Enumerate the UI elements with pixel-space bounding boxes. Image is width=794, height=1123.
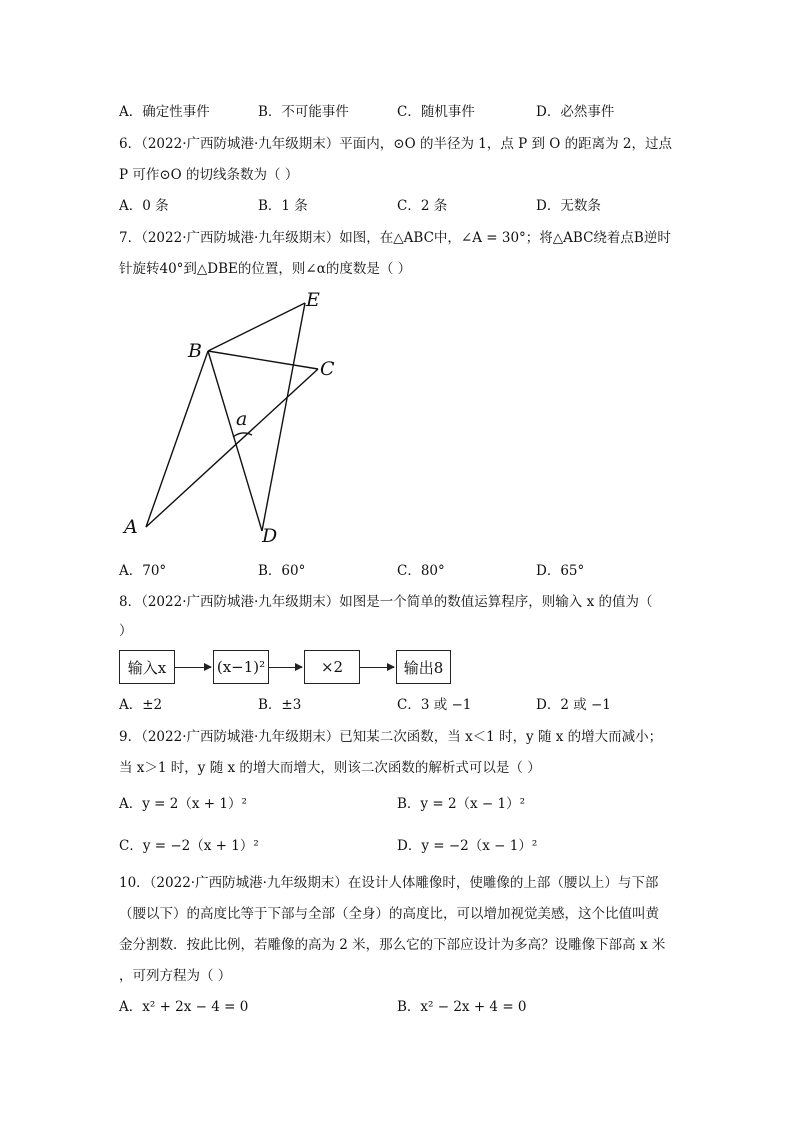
label-d: D — [262, 525, 278, 547]
q10-option-a: A．x² + 2x − 4 = 0 — [119, 999, 249, 1015]
q7-option-d: D．65° — [536, 563, 585, 579]
q8-stem-line2: ） — [119, 623, 133, 639]
segment-bc — [208, 351, 318, 369]
flow-square-box: (x−1)² — [213, 650, 269, 684]
q6-option-b: B．1 条 — [258, 198, 308, 214]
flow-output-box: 输出8 — [396, 650, 451, 684]
q5-option-a: A．确定性事件 — [119, 104, 210, 120]
angle-alpha-arc — [233, 433, 252, 437]
q6-option-c: C．2 条 — [397, 198, 448, 214]
label-a: A — [124, 516, 138, 538]
q9-option-d: D．y = −2（x − 1）² — [397, 838, 538, 854]
q10-stem-line1: 10．（2022·广西防城港·九年级期末）在设计人体雕像时，使雕像的上部（腰以上）与下部 — [119, 875, 659, 891]
q7-option-b: B．60° — [258, 563, 306, 579]
q10-option-b: B．x² − 2x + 4 = 0 — [397, 999, 527, 1015]
q5-option-d: D．必然事件 — [536, 104, 615, 120]
segment-bd — [208, 351, 262, 531]
q8-option-d: D．2 或 −1 — [536, 697, 611, 713]
q10-stem-line2: （腰以下）的高度比等于下部与全部（全身）的高度比，可以增加视觉美感，这个比值叫黄 — [119, 906, 659, 922]
q6-option-a: A．0 条 — [119, 198, 169, 214]
segment-be — [208, 303, 305, 351]
q7-option-c: C．80° — [397, 563, 445, 579]
flow-multiply-box: ×2 — [304, 650, 360, 684]
q9-option-c: C．y = −2（x + 1）² — [119, 838, 259, 854]
q6-stem-line1: 6．（2022·广西防城港·九年级期末）平面内，⊙O 的半径为 1，点 P 到 O 的距离为 2，过点 — [119, 136, 673, 152]
q8-option-a: A．±2 — [119, 697, 163, 713]
flow-arrow-3 — [360, 667, 394, 668]
q7-option-a: A．70° — [119, 563, 167, 579]
segment-ba — [146, 351, 208, 527]
label-b: B — [188, 340, 202, 362]
q6-stem-line2: P 可作⊙O 的切线条数为（ ） — [119, 167, 299, 183]
segment-ac — [146, 369, 318, 527]
q7-stem-line1: 7．（2022·广西防城港·九年级期末）如图，在△ABC中，∠A = 30°；将△ABC绕着点B逆时 — [119, 230, 671, 246]
q8-stem-line1: 8．（2022·广西防城港·九年级期末）如图是一个简单的数值运算程序，则输入 x 的值为（ — [119, 594, 653, 610]
q9-option-b: B．y = 2（x − 1）² — [397, 796, 526, 812]
q7-stem-line2: 针旋转40°到△DBE的位置，则∠α的度数是（ ） — [119, 261, 412, 277]
q9-option-a: A．y = 2（x + 1）² — [119, 796, 247, 812]
q5-option-b: B．不可能事件 — [258, 104, 349, 120]
flow-input-box: 输入x — [119, 650, 175, 684]
q9-stem-line1: 9．（2022·广西防城港·九年级期末）已知某二次函数，当 x＜1 时，y 随 x 的增大而减小； — [119, 729, 663, 745]
flow-arrow-1 — [175, 667, 211, 668]
q8-option-b: B．±3 — [258, 697, 302, 713]
q10-stem-line4: ，可列方程为（ ） — [119, 968, 232, 984]
q5-option-c: C．随机事件 — [397, 104, 475, 120]
segment-ed — [262, 303, 305, 531]
q6-option-d: D．无数条 — [536, 198, 601, 214]
q10-stem-line3: 金分割数．按此比例，若雕像的高为 2 米，那么它的下部应设计为多高？设雕像下部高 x 米 — [119, 937, 666, 953]
q9-stem-line2: 当 x＞1 时，y 随 x 的增大而增大，则该二次函数的解析式可以是（ ） — [119, 760, 541, 776]
label-c: C — [320, 358, 335, 380]
flow-arrow-2 — [269, 667, 302, 668]
q8-option-c: C．3 或 −1 — [397, 697, 472, 713]
label-e: E — [306, 289, 320, 311]
label-alpha: a — [236, 408, 248, 430]
